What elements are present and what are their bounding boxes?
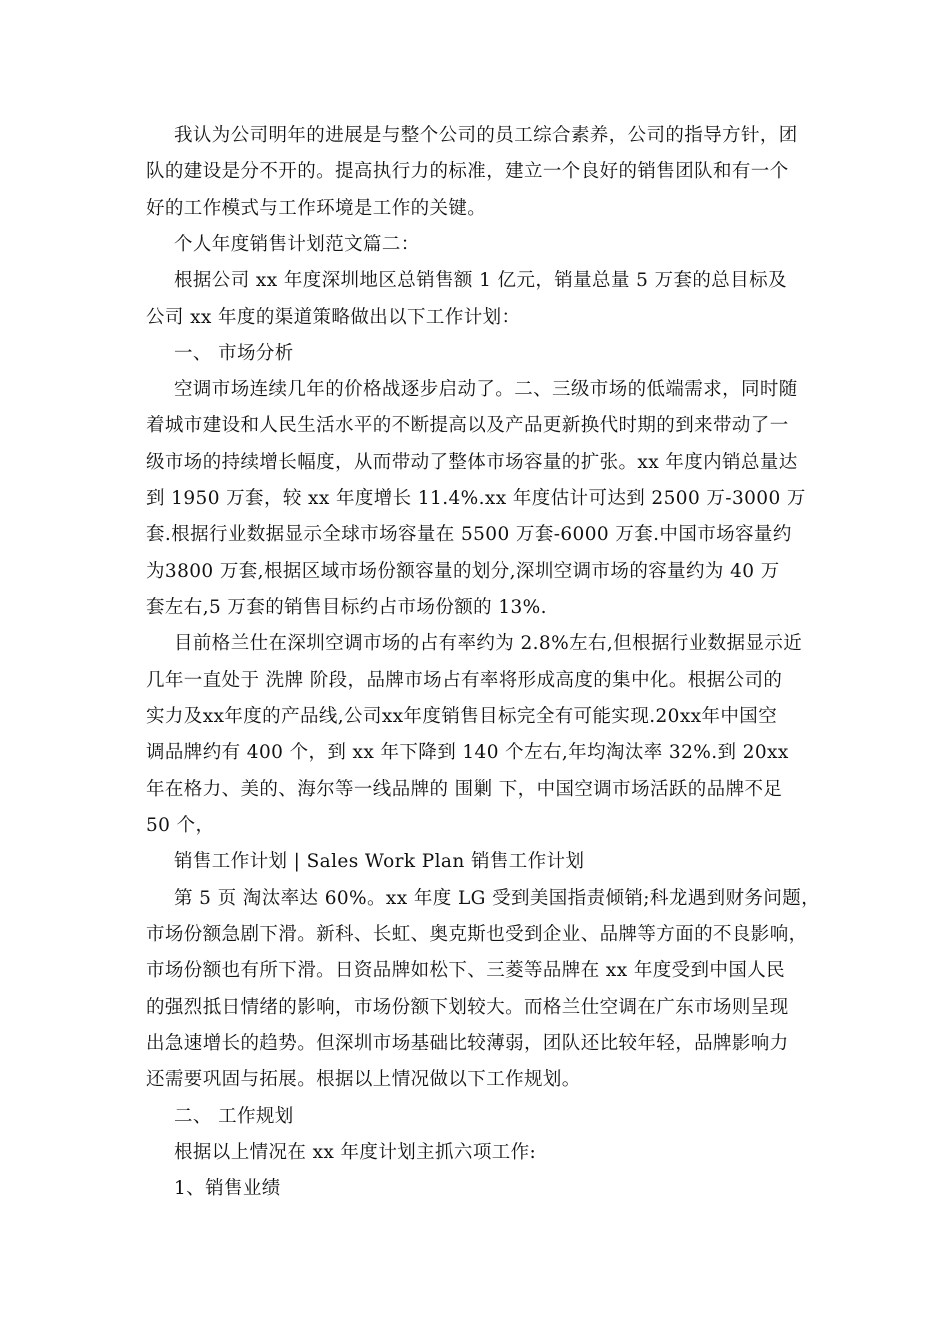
- paragraph-line: 50 个，: [146, 815, 215, 836]
- paragraph-line: 公司 xx 年度的渠道策略做出以下工作计划：: [146, 307, 521, 328]
- section-heading: 一、 市场分析: [174, 343, 294, 364]
- paragraph-line: 年在格力、美的、海尔等一线品牌的 围剿 下，中国空调市场活跃的品牌不足: [146, 779, 783, 800]
- paragraph-line: 套左右,5 万套的销售目标约占市场份额的 13%.: [146, 597, 547, 618]
- paragraph-line: 队的建设是分不开的。提高执行力的标准，建立一个良好的销售团队和有一个: [146, 161, 789, 182]
- section-heading: 个人年度销售计划范文篇二：: [174, 234, 420, 255]
- paragraph-line: 为3800 万套,根据区域市场份额容量的划分,深圳空调市场的容量约为 40 万: [146, 561, 780, 582]
- paragraph-line: 实力及xx年度的产品线,公司xx年度销售目标完全有可能实现.20xx年中国空: [146, 706, 778, 727]
- paragraph-line: 空调市场连续几年的价格战逐步启动了。二、三级市场的低端需求，同时随: [174, 379, 798, 400]
- paragraph-line: 几年一直处于 洗牌 阶段，品牌市场占有率将形成高度的集中化。根据公司的: [146, 670, 783, 691]
- paragraph-line: 根据公司 xx 年度深圳地区总销售额 1 亿元，销量总量 5 万套的总目标及: [174, 270, 787, 291]
- paragraph-line: 第 5 页 淘汰率达 60%。xx 年度 LG 受到美国指责倾销;科龙遇到财务问题，: [174, 888, 821, 909]
- paragraph-line: 目前格兰仕在深圳空调市场的占有率约为 2.8%左右,但根据行业数据显示近: [174, 633, 803, 654]
- paragraph-line: 还需要巩固与拓展。根据以上情况做以下工作规划。: [146, 1069, 581, 1090]
- paragraph-line: 出急速增长的趋势。但深圳市场基础比较薄弱，团队还比较年轻，品牌影响力: [146, 1033, 789, 1054]
- paragraph-line: 我认为公司明年的进展是与整个公司的员工综合素养，公司的指导方针，团: [174, 125, 798, 146]
- paragraph-line: 到 1950 万套，较 xx 年度增长 11.4%.xx 年度估计可达到 2500 万-3000 万: [146, 488, 806, 509]
- paragraph-line: 好的工作模式与工作环境是工作的关键。: [146, 198, 487, 219]
- list-item: 1、销售业绩: [174, 1178, 281, 1199]
- paragraph-line: 级市场的持续增长幅度，从而带动了整体市场容量的扩张。xx 年度内销总量达: [146, 452, 798, 473]
- paragraph-line: 的强烈抵日情绪的影响，市场份额下划较大。而格兰仕空调在广东市场则呈现: [146, 997, 789, 1018]
- paragraph-line: 调品牌约有 400 个，到 xx 年下降到 140 个左右,年均淘汰率 32%.到 20xx: [146, 742, 789, 763]
- paragraph-line: 根据以上情况在 xx 年度计划主抓六项工作:: [174, 1142, 537, 1163]
- paragraph-line: 套.根据行业数据显示全球市场容量在 5500 万套-6000 万套.中国市场容量约: [146, 524, 792, 545]
- paragraph-line: 市场份额也有所下滑。日资品牌如松下、三菱等品牌在 xx 年度受到中国人民: [146, 960, 786, 981]
- page-header-text: 销售工作计划 | Sales Work Plan 销售工作计划: [174, 851, 585, 872]
- section-heading: 二、 工作规划: [174, 1106, 294, 1127]
- paragraph-line: 市场份额急剧下滑。新科、长虹、奥克斯也受到企业、品牌等方面的不良影响，: [146, 924, 808, 945]
- paragraph-line: 着城市建设和人民生活水平的不断提高以及产品更新换代时期的到来带动了一: [146, 415, 789, 436]
